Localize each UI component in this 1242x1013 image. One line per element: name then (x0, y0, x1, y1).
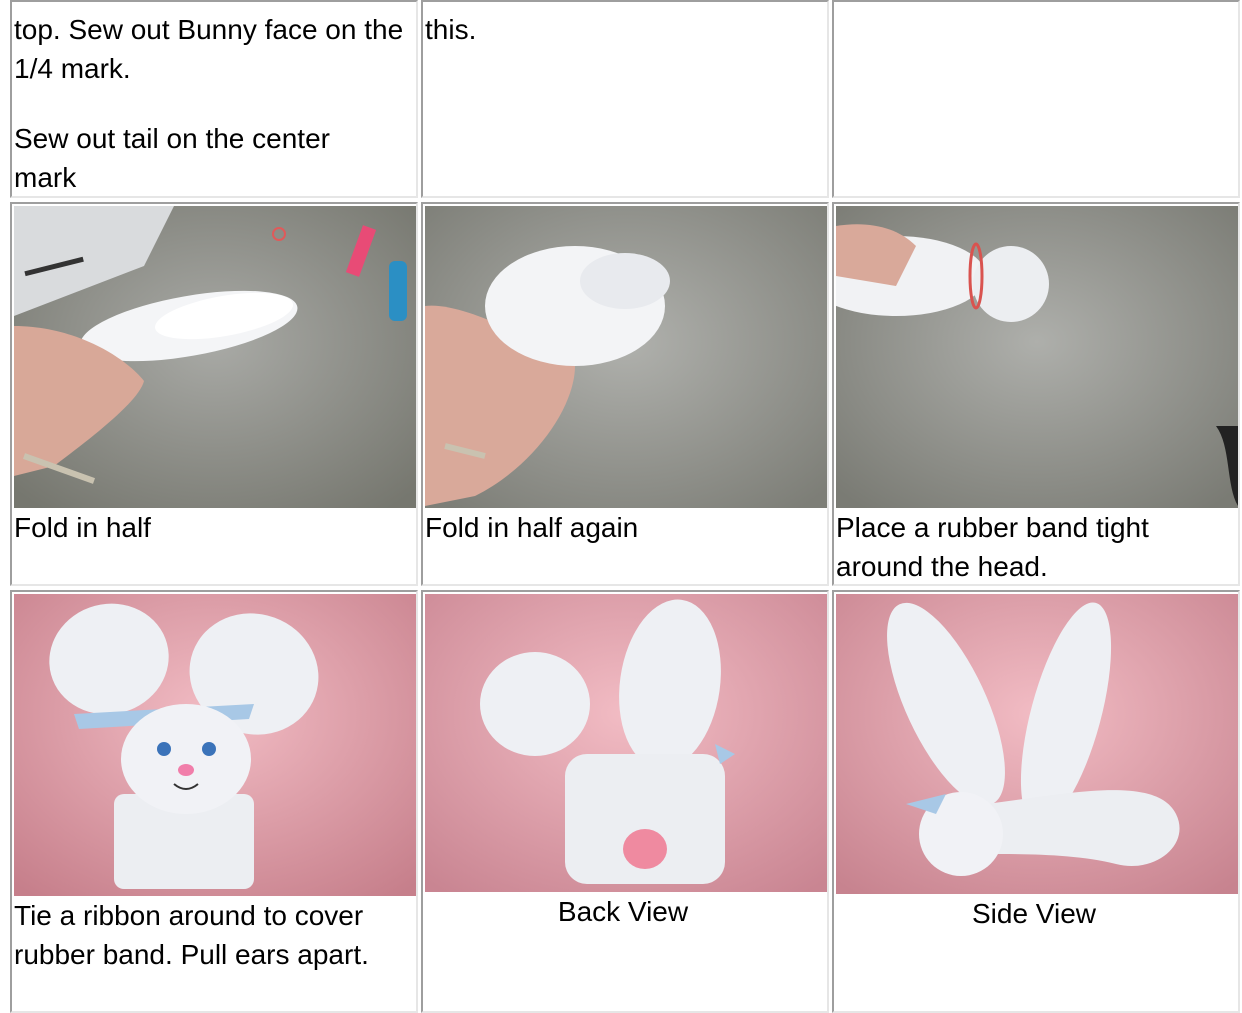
table-cell-back-view (421, 590, 829, 1013)
photo-bunny-front (14, 594, 416, 896)
table-cell-step-rubber-band (832, 202, 1240, 586)
instruction-text: Sew out tail on the center mark (14, 123, 330, 193)
photo-fold-in-half-again (425, 206, 827, 508)
step-caption: Fold in half again (425, 512, 639, 543)
photo-rubber-band (836, 206, 1238, 508)
table-cell-step-fold-again (421, 202, 829, 586)
step-caption: Place a rubber band tight around the head. (836, 512, 1149, 582)
step-caption: Side View (971, 898, 1096, 929)
table-cell-side-view (832, 590, 1240, 1013)
instruction-text: this. (425, 14, 477, 45)
step-caption: Tie a ribbon around to cover rubber band. Pull ears apart. (14, 900, 369, 970)
table-cell-top-1 (10, 0, 418, 198)
table-cell-top-2 (421, 0, 829, 198)
photo-bunny-side (836, 594, 1238, 894)
table-cell-step-ribbon (10, 590, 418, 1013)
step-caption: Fold in half (14, 512, 151, 543)
table-cell-step-fold-half (10, 202, 418, 586)
instruction-text: top. Sew out Bunny face on the 1/4 mark. (14, 14, 404, 84)
step-caption: Back View (557, 896, 689, 927)
photo-fold-in-half (14, 206, 416, 508)
table-cell-top-3 (832, 0, 1240, 198)
photo-bunny-back (425, 594, 827, 892)
